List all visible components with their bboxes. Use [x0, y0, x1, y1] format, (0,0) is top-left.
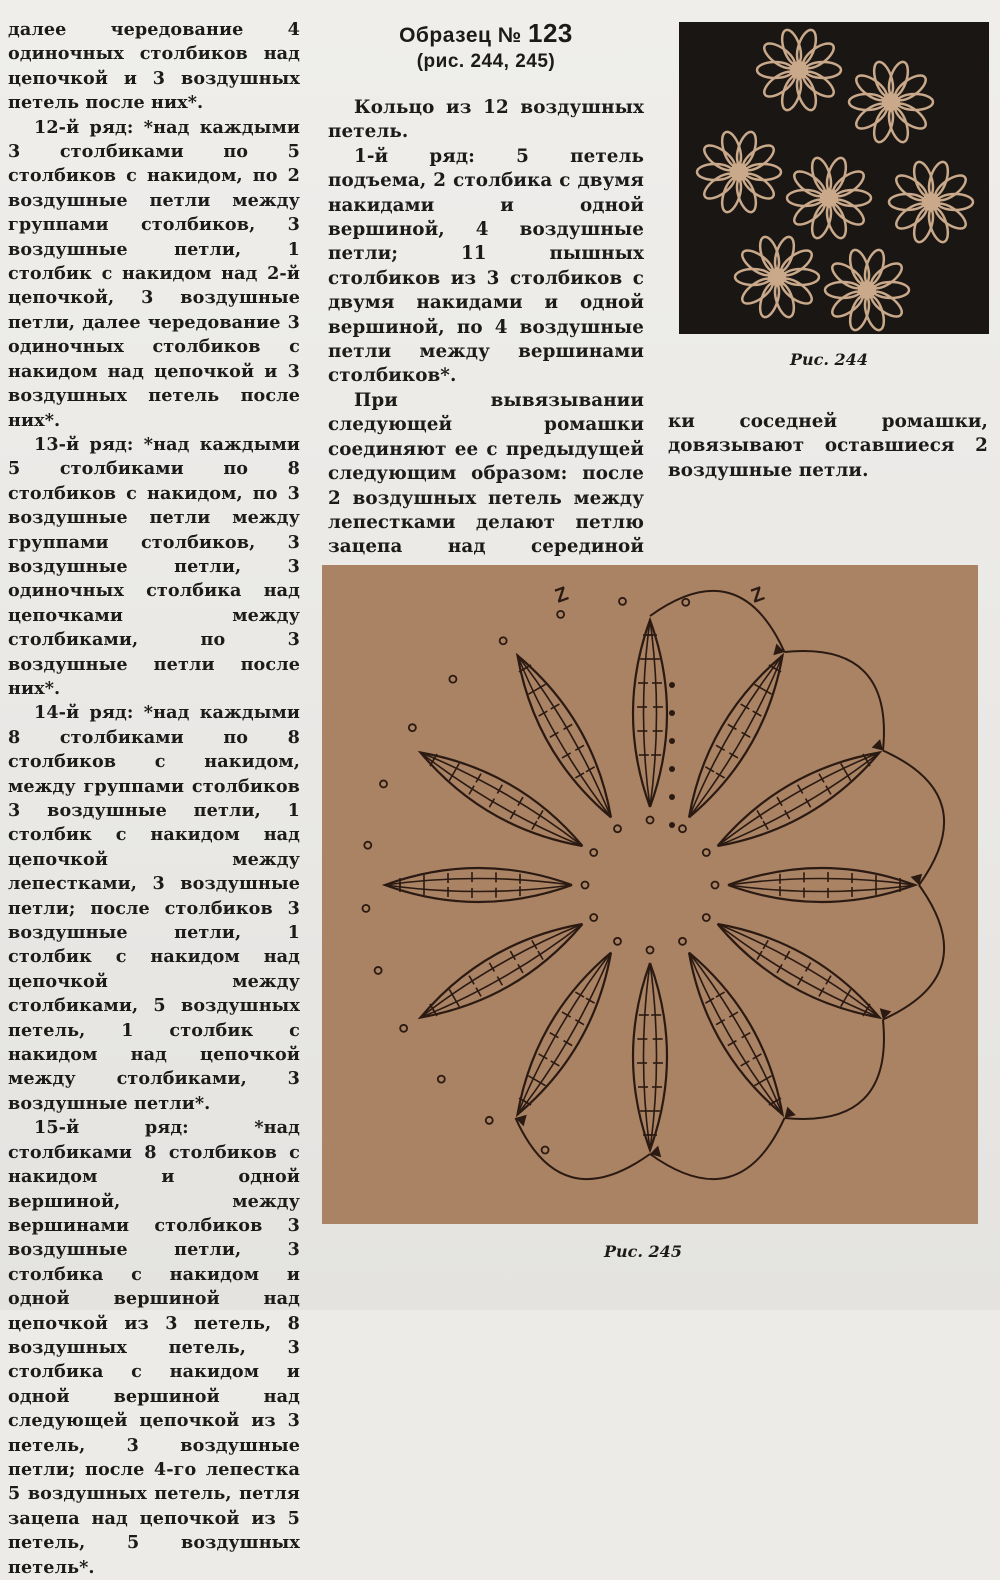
flower-center — [820, 189, 838, 207]
flower-petal — [925, 205, 951, 244]
petal-stitch-line — [728, 879, 915, 886]
flower-petal — [793, 73, 819, 112]
paragraph: 14-й ряд: *над каждыми 8 столбиками по 8 столбиков с накидом, между группами столбиков 3 воздушные петли, 1 столбик с накидом над цепочкой между лепестками, 3 воздушные петли; после столбиков 3 воздушные петли, 1 столбик с накидом над цепочкой между столбиками, 5 воздушных петель, 1 столбик с накидом над цепочкой между столбиками, 3 воздушные петли*. — [8, 702, 300, 1114]
crochet-flower — [849, 60, 933, 145]
flower-petal — [771, 280, 797, 319]
connecting-arc — [785, 1020, 884, 1119]
flower-petal — [756, 235, 782, 274]
flower-center — [768, 268, 786, 286]
chain-loop — [703, 849, 710, 856]
chain-loop — [375, 967, 382, 974]
flower-petal — [873, 282, 909, 298]
connecting-arc — [785, 651, 884, 750]
petal-outline — [421, 924, 583, 1018]
pattern-title: Образец № 123 — [399, 18, 573, 48]
chain-loop — [682, 599, 689, 606]
flower-petal — [910, 160, 936, 199]
paragraph: далее чередование 4 одиночных столбиков над цепочкой и 3 воздушных петель после них*. — [8, 19, 300, 114]
petal-stitch-line — [518, 953, 612, 1115]
figure-caption-245: Рис. 245 — [604, 1242, 682, 1261]
flower-petal — [787, 190, 823, 206]
chain-loop — [362, 905, 369, 912]
petal-stitch-line — [650, 620, 657, 807]
flower-center — [790, 61, 808, 79]
flower-center — [730, 163, 748, 181]
pattern-figure-reference: (рис. 244, 245) — [416, 51, 556, 72]
flower-center — [922, 193, 940, 211]
stitch-dot — [669, 710, 675, 716]
chain-loop — [438, 1076, 445, 1083]
paragraph: 13-й ряд: *над каждыми 5 столбиками по 8 столбиков с накидом, по 3 воздушные петли между группами столбиков, 3 воздушные петли, 3 одиночных столбика над цепочками между столбиками, по 3 воздушные петли после них*. — [8, 433, 300, 699]
chain-loop — [500, 637, 507, 644]
chain-loop — [400, 1025, 407, 1032]
flower-petal — [808, 156, 834, 195]
petal-stitch-line — [689, 953, 783, 1115]
petal-stitch-line — [421, 924, 583, 1018]
chain-loop — [712, 882, 719, 889]
crochet-flower — [735, 235, 819, 320]
flower-petal — [835, 190, 871, 206]
petal-stitch-line — [518, 656, 612, 818]
connecting-arc — [883, 885, 944, 1020]
flower-petal — [937, 194, 973, 210]
flower-petal — [861, 293, 887, 332]
petal-outline — [718, 753, 880, 847]
petal-stitch-line — [421, 753, 583, 847]
flower-petal — [735, 269, 771, 285]
chain-loop — [582, 882, 589, 889]
chain-loop — [614, 825, 621, 832]
connecting-arc — [650, 1118, 785, 1179]
diagram-marker-z: Z — [552, 582, 572, 608]
chain-loop — [679, 938, 686, 945]
middle-text-column — [328, 96, 644, 584]
chain-loop — [364, 842, 371, 849]
petal-stitch-line — [728, 885, 915, 892]
petal-stitch-line — [650, 963, 657, 1150]
chain-loop — [679, 825, 686, 832]
flower-petal — [870, 60, 896, 99]
chain-loop — [647, 817, 654, 824]
crochet-flower — [757, 28, 841, 113]
flower-petal — [783, 269, 819, 285]
petal-stitch-line — [644, 963, 651, 1150]
chain-loop — [380, 780, 387, 787]
flower-petal — [823, 201, 849, 240]
petal-stitch-line — [689, 656, 783, 818]
flower-petal — [778, 28, 804, 67]
flower-petal — [846, 248, 872, 287]
crochet-flower — [889, 160, 973, 245]
petal-stitch-line — [718, 924, 880, 1018]
flower-petal — [897, 94, 933, 110]
flower-petal — [757, 62, 793, 78]
right-text-column — [668, 410, 988, 483]
crochet-flowers-image — [679, 22, 989, 334]
chain-loop — [590, 914, 597, 921]
paragraph: 12-й ряд: *над каждыми 3 столбиками по 5 столбиков с накидом, по 2 воздушные петли между группами столбиков, 3 воздушные петли, 1 столбик с накидом над 2-й цепочкой, 3 воздушные петли, далее чередование 3 одиночных столбиков с накидом над цепочкой и 3 воздушных петель после них*. — [8, 116, 300, 431]
stitch-dot — [669, 766, 675, 772]
crochet-flower-diagram — [322, 565, 978, 1224]
petal-outline — [689, 953, 783, 1115]
petal-stitch-line — [718, 924, 880, 1018]
flower-petal — [733, 175, 759, 214]
flower-petal — [805, 62, 841, 78]
flower-petal — [889, 194, 925, 210]
flower-petal — [718, 130, 744, 169]
petal-outline — [421, 753, 583, 847]
chain-loop — [590, 849, 597, 856]
chain-loop — [619, 598, 626, 605]
flower-petal — [825, 282, 861, 298]
left-text-column — [8, 18, 300, 1580]
flower-petal — [849, 94, 885, 110]
petal-stitch-line — [421, 924, 583, 1018]
paragraph: ки соседней ромашки, довязывают оставшиеся 2 воздушные петли. — [668, 411, 988, 481]
stitch-dot — [669, 822, 675, 828]
stitch-dot — [669, 794, 675, 800]
petal-outline — [689, 656, 783, 818]
chain-loop — [486, 1117, 493, 1124]
petal-stitch-line — [385, 879, 572, 886]
chain-loop — [647, 947, 654, 954]
stitch-dot — [669, 738, 675, 744]
chain-loop — [557, 611, 564, 618]
paragraph: 1-й ряд: 5 петель подъема, 2 столбика с двумя накидами и одной вершиной, 4 воздушные петли; 11 пышных столбиков из 3 столбиков с двумя накидами и одной вершиной, по 4 воздушные петли между вершинами столбиков*. — [328, 145, 644, 387]
petal-outline — [728, 868, 915, 902]
flower-chart-svg — [322, 565, 978, 1224]
flower-petal — [885, 105, 911, 144]
connecting-arc — [516, 1118, 651, 1179]
figure-caption-244: Рис. 244 — [790, 350, 868, 369]
flower-center — [882, 93, 900, 111]
stitch-dot — [669, 682, 675, 688]
chain-loop — [703, 914, 710, 921]
crochet-flower — [697, 130, 781, 215]
petal-outline — [385, 868, 572, 902]
petal-stitch-line — [421, 753, 583, 847]
petal-stitch-line — [689, 953, 783, 1115]
connecting-arc — [883, 751, 944, 886]
chain-loop — [409, 724, 416, 731]
paragraph: 15-й ряд: *над столбиками 8 столбиков с накидом и одной вершиной, между вершинами столбиков 3 воздушные петли, 3 столбика с накидом и одной вершиной над цепочкой из 3 петель, 8 воздушных петель, 3 столбика с накидом и одной вершиной над следующей цепочкой из 3 петель, 3 воздушные петли; после 4-го лепестка 5 воздушных петель, петля зацепа над цепочкой из 5 петель, 5 воздушных петель*. — [8, 1117, 300, 1578]
petal-outline — [518, 656, 612, 818]
paragraph: При вывязывании следующей ромашки соединяют ее с предыдущей следующим образом: после 2 воздушных петель между лепестками делают петлю зацепа над серединой — [328, 389, 644, 558]
crochet-flower — [825, 248, 909, 333]
petal-stitch-line — [718, 753, 880, 847]
petal-outline — [633, 963, 667, 1150]
paragraph: Кольцо из 12 воздушных петель. — [328, 97, 644, 143]
petal-outline — [518, 953, 612, 1115]
petal-stitch-line — [385, 885, 572, 892]
petal-stitch-line — [518, 953, 612, 1115]
petal-outline — [718, 924, 880, 1018]
flower-petal — [697, 164, 733, 180]
diagram-marker-z: Z — [748, 582, 768, 608]
flower-petal — [745, 164, 781, 180]
flower-center — [858, 281, 876, 299]
petal-stitch-line — [644, 620, 651, 807]
chain-loop — [614, 938, 621, 945]
chain-loop — [449, 676, 456, 683]
crochet-flower — [787, 156, 871, 241]
chain-loop — [542, 1146, 549, 1153]
pattern-heading — [330, 18, 642, 73]
petal-stitch-line — [718, 753, 880, 847]
petal-stitch-line — [689, 656, 783, 818]
crochet-flowers-photo — [679, 22, 989, 334]
petal-outline — [633, 620, 667, 807]
petal-stitch-line — [518, 656, 612, 818]
